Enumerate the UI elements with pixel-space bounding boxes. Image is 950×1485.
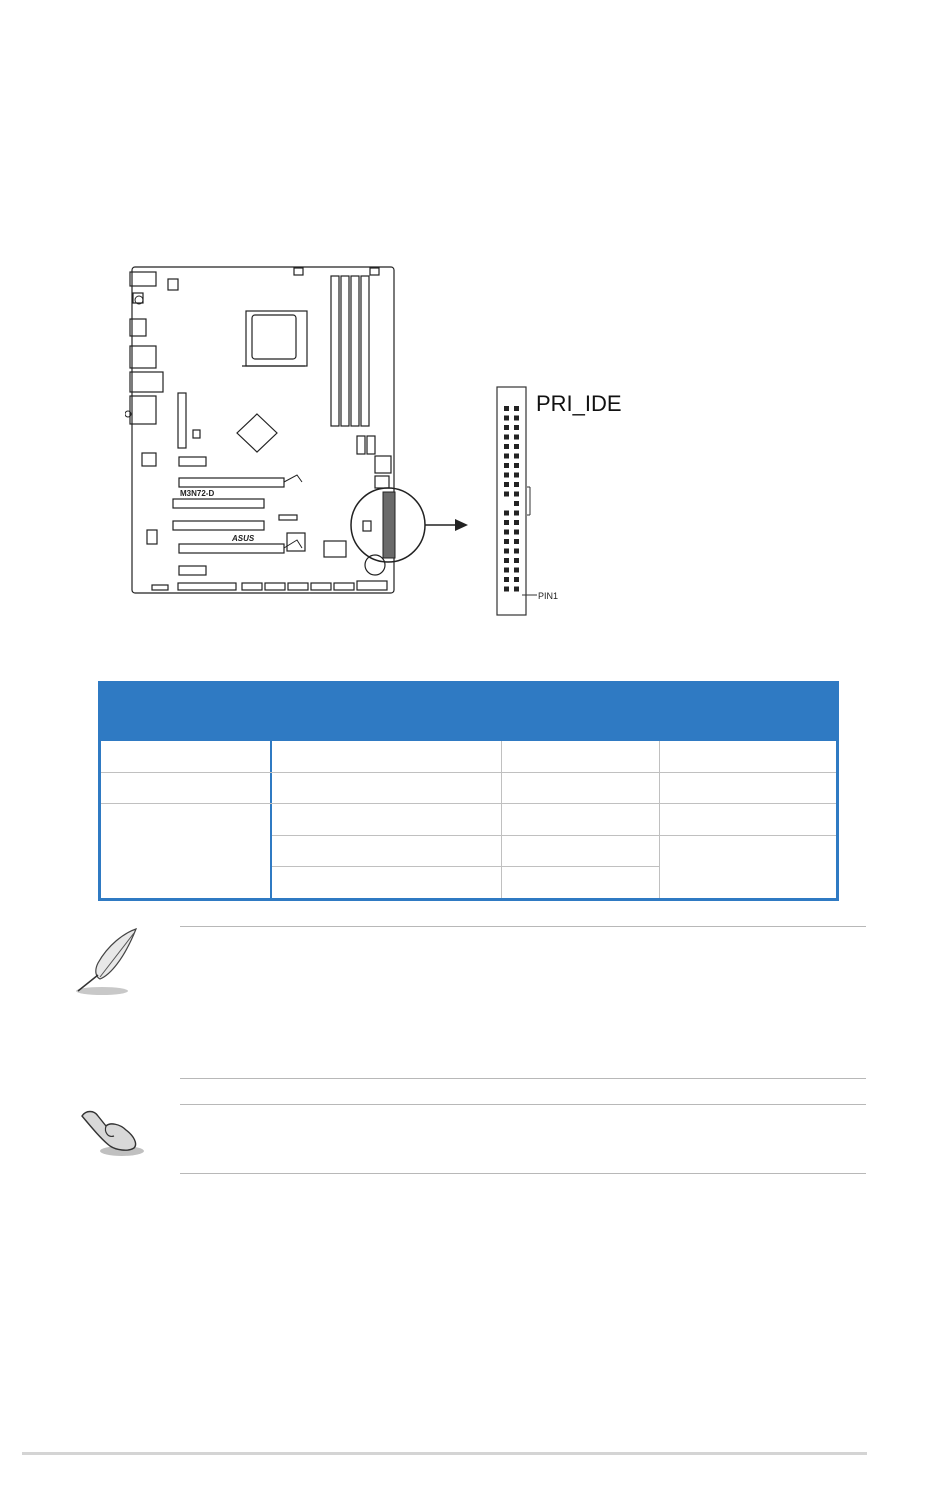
ide-pin	[514, 454, 519, 459]
table-header	[98, 681, 839, 741]
ide-pin	[514, 416, 519, 421]
ide-pin	[504, 473, 509, 478]
ide-pin	[504, 406, 509, 411]
ide-pin	[504, 539, 509, 544]
ide-pin	[514, 435, 519, 440]
page-footer-rule	[22, 1452, 867, 1455]
ide-pin	[514, 473, 519, 478]
table-divider	[501, 741, 502, 898]
ide-pin	[514, 539, 519, 544]
pin1-label: PIN1	[538, 591, 559, 601]
ide-pin	[504, 482, 509, 487]
ide-pin	[514, 511, 519, 516]
table-row-line	[272, 835, 836, 836]
table-body	[98, 741, 839, 901]
ide-pin-diagram	[490, 380, 650, 620]
ide-pin	[504, 568, 509, 573]
ide-pin	[514, 463, 519, 468]
ide-pin	[514, 501, 519, 506]
table-row-line	[101, 803, 836, 804]
ide-pin	[504, 463, 509, 468]
pointing-hand-icon	[76, 1106, 146, 1158]
caution-top-rule	[180, 1104, 866, 1105]
ide-pin	[514, 492, 519, 497]
ide-pin	[514, 568, 519, 573]
ide-pin	[514, 558, 519, 563]
ide-pin	[514, 444, 519, 449]
asus-logo: ASUS	[232, 534, 255, 543]
connector-title: PRI_IDE	[536, 391, 622, 416]
table-row-line	[101, 772, 836, 773]
feather-pen-icon	[74, 925, 144, 997]
ide-pin	[504, 492, 509, 497]
ide-pin	[504, 435, 509, 440]
table-divider	[659, 741, 660, 898]
ide-pin	[514, 406, 519, 411]
ide-pin	[514, 520, 519, 525]
ide-pin	[504, 425, 509, 430]
ide-pin	[504, 530, 509, 535]
ide-pin	[514, 530, 519, 535]
ide-pin	[504, 577, 509, 582]
ide-pin	[504, 416, 509, 421]
ide-pin	[514, 482, 519, 487]
ide-pin	[504, 549, 509, 554]
motherboard-diagram	[125, 262, 475, 600]
note-top-rule	[180, 926, 866, 927]
ide-pin	[504, 587, 509, 592]
caution-bottom-rule	[180, 1173, 866, 1174]
note-bottom-rule	[180, 1078, 866, 1079]
ide-pin	[504, 520, 509, 525]
ide-pin	[514, 549, 519, 554]
board-model-label: M3N72-D	[180, 489, 215, 498]
ide-pin	[504, 511, 509, 516]
table-row-line	[272, 866, 659, 867]
ide-pin	[514, 425, 519, 430]
ide-pin	[504, 454, 509, 459]
ide-pin	[504, 558, 509, 563]
ide-pin	[504, 444, 509, 449]
ide-pin	[514, 587, 519, 592]
ide-pin	[514, 577, 519, 582]
table-divider	[270, 741, 272, 898]
